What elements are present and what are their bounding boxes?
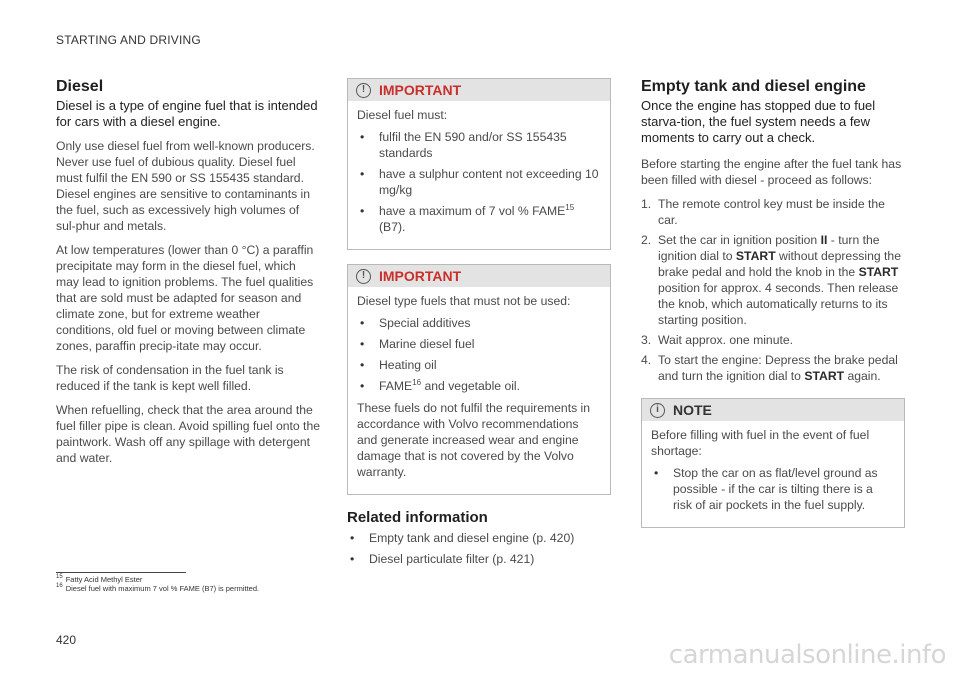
note-box <box>641 398 905 528</box>
footnotes <box>56 575 259 593</box>
related-link[interactable]: • Diesel particulate filter (p. 421) <box>347 551 611 567</box>
important-box-diesel-requirements <box>347 78 611 250</box>
paragraph: Only use diesel fuel from well-known producers. Never use fuel of dubious quality. Diesel fuel must fulfil the EN 590 or SS 155435 standard. Diesel engines are sensitive to contaminants in the fuel, such as excessively high volumes of sul-phur and metals. <box>56 139 315 233</box>
lead-text: Once the engine has stopped due to fuel starva-tion, the fuel system needs a few moments to carry out a check. <box>641 98 876 145</box>
box-outro: These fuels do not fulfil the requirements in accordance with Volvo recommendations and generate increased wear and engine damage that is not covered by the Volvo warranty. <box>357 401 591 479</box>
note-title: NOTE <box>673 402 712 418</box>
watermark: carmanualsonline.info <box>668 640 946 670</box>
important-title: IMPORTANT <box>379 82 462 98</box>
paragraph: When refuelling, check that the area around the fuel filler pipe is clean. Avoid spilling fuel onto the paintwork. Wash off any spillage with detergent and water. <box>56 403 321 465</box>
exclamation-icon: ! <box>356 83 371 98</box>
footnote-15: $^{15}$ Fatty Acid Methyl Ester <box>56 574 143 584</box>
section-title: Diesel <box>56 78 104 95</box>
page-number: 420 <box>56 633 77 647</box>
list-item: • fulfil the EN 590 and/or SS 155435 standards <box>357 129 601 161</box>
box-intro: Diesel type fuels that must not be used: <box>357 294 571 308</box>
related-information <box>347 509 611 567</box>
diesel-section <box>56 78 320 474</box>
step-item: 4. To start the engine: Depress the brake pedal and turn the ignition dial to START again. <box>641 353 898 383</box>
related-title: Related information <box>347 509 488 526</box>
list-item: • Heating oil <box>357 357 601 373</box>
note-box-header <box>642 399 904 421</box>
list-item: • Stop the car on as flat/level ground as possible - if the car is tilting there is a risk of air pockets in the fuel supply. <box>651 465 895 513</box>
important-box-header <box>348 265 610 287</box>
empty-tank-section <box>641 78 905 542</box>
important-box-header <box>348 79 610 101</box>
step-item: 2. Set the car in ignition position II - turn the ignition dial to START without depressing the brake pedal and hold the knob in the START position for approx. 4 seconds. Then release the knob, which automatically returns to its starting position. <box>641 233 901 327</box>
list-item: • FAME$^{16}$ and vegetable oil. <box>357 378 601 394</box>
box-intro: Diesel fuel must: <box>357 108 448 122</box>
exclamation-icon: ! <box>356 269 371 284</box>
lead-text: Diesel is a type of engine fuel that is intended for cars with a diesel engine. <box>56 98 318 129</box>
list-item: • Special additives <box>357 315 601 331</box>
box-intro: Before filling with fuel in the event of fuel shortage: <box>651 428 870 458</box>
related-link[interactable]: • Empty tank and diesel engine (p. 420) <box>347 530 611 546</box>
important-box-forbidden-fuels <box>347 264 611 495</box>
footnote-ref[interactable]: 15 <box>565 203 575 212</box>
paragraph: The risk of condensation in the fuel tank is reduced if the tank is kept well filled. <box>56 363 284 393</box>
important-column <box>347 78 611 573</box>
important-title: IMPORTANT <box>379 268 462 284</box>
info-icon: i <box>650 403 665 418</box>
steps-list <box>641 196 905 384</box>
list-item: • have a sulphur content not exceeding 10 mg/kg <box>357 166 601 198</box>
paragraph: Before starting the engine after the fuel tank has been filled with diesel - proceed as follows: <box>641 157 902 187</box>
footnote-divider <box>56 572 186 573</box>
section-title: Empty tank and diesel engine <box>641 78 866 95</box>
list-item: • have a maximum of 7 vol % FAME$^{15}$ (B7). <box>357 203 601 235</box>
paragraph: At low temperatures (lower than 0 °C) a paraffin precipitate may form in the diesel fuel, which may lead to ignition problems. The fuel qualities that are sold must be adapted for season and climate zone, but for extreme weather conditions, old fuel or moving between climate zones, paraffin precip-itate may occur. <box>56 243 314 353</box>
running-header: STARTING AND DRIVING <box>56 33 201 47</box>
footnote-16: $^{16}$ Diesel fuel with maximum 7 vol % FAME (B7) is permitted. <box>56 583 260 593</box>
footnote-ref[interactable]: 16 <box>412 378 422 387</box>
list-item: • Marine diesel fuel <box>357 336 601 352</box>
step-item: 1. The remote control key must be inside the car. <box>641 197 885 227</box>
step-item: 3. Wait approx. one minute. <box>641 333 794 347</box>
